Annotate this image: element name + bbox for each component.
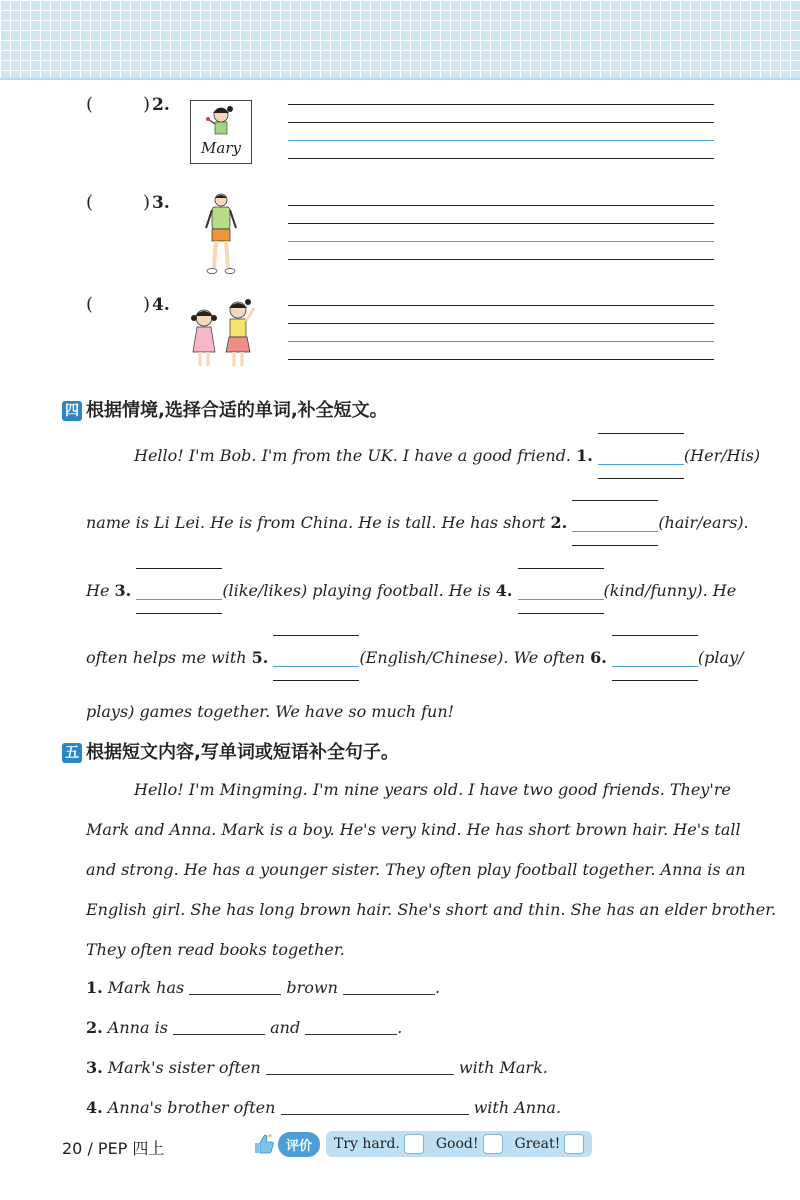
passage-line: Mark and Anna. Mark is a boy. He's very kind. He has short brown hair. He's tall (86, 820, 741, 839)
passage-line: Hello! I'm Mingming. I'm nine years old. I have two good friends. They're (134, 780, 731, 799)
passage-line (86, 648, 744, 667)
sentence-item-4 (86, 1098, 561, 1117)
sentence-item-3 (86, 1058, 548, 1077)
answer-line[interactable] (305, 1018, 397, 1035)
item-text: with Anna. (473, 1098, 562, 1117)
word-choice: (play/ (697, 648, 744, 667)
section-5-title (62, 738, 399, 764)
word-choice: (English/Chinese). We often (359, 648, 591, 667)
answer-paren-open: ( (86, 294, 94, 315)
item-text: and (270, 1018, 301, 1037)
word-choice: (Her/His) (683, 446, 761, 465)
blank-number: 2. (550, 513, 568, 532)
writing-lines (288, 104, 714, 160)
answer-line[interactable] (343, 978, 435, 995)
answer-line[interactable] (189, 978, 281, 995)
girl-icon (191, 101, 251, 141)
blank-number: 1. (576, 446, 593, 465)
item-number: 4. (86, 1098, 103, 1117)
passage-text: often helps me with (86, 648, 252, 667)
evaluation-label: 评价 (278, 1132, 320, 1157)
sentence-item-2 (86, 1018, 402, 1037)
answer-paren-close: ) (143, 294, 151, 315)
blank-number: 6. (590, 648, 607, 667)
item-text: . (397, 1018, 403, 1037)
word-choice: (kind/funny). He (603, 581, 737, 600)
blank-number: 5. (251, 648, 269, 667)
option-try-hard-label: Try hard. (334, 1136, 400, 1152)
sentence-item-1 (86, 978, 440, 997)
answer-line[interactable] (266, 1058, 454, 1075)
item-text: . (435, 978, 441, 997)
blank-number: 4. (495, 581, 513, 600)
section-5-badge: 五 (62, 743, 82, 763)
evaluation-options (326, 1131, 592, 1157)
passage-text: He (86, 581, 115, 600)
blank-number: 3. (114, 581, 132, 600)
header-grid-banner (0, 0, 800, 80)
passage-text: name is Li Lei. He is from China. He is tall. He has short (86, 513, 551, 532)
option-good-checkbox[interactable] (483, 1134, 503, 1154)
fill-blank-6[interactable] (612, 649, 698, 667)
question-number: 4. (152, 295, 170, 315)
fill-blank-2[interactable] (572, 514, 658, 532)
fill-blank-1[interactable] (598, 447, 684, 465)
answer-paren-open: ( (86, 94, 94, 115)
passage-line (134, 446, 760, 465)
two-girls-picture (186, 294, 258, 372)
passage-line: plays) games together. We have so much fun! (86, 702, 455, 721)
answer-paren-open: ( (86, 192, 94, 213)
writing-lines (288, 205, 714, 261)
item-text: Mark has (107, 978, 185, 997)
man-icon (200, 192, 242, 276)
section-4-title-text: 根据情境,选择合适的单词,补全短文。 (86, 400, 388, 421)
thumbs-up-icon (252, 1133, 276, 1155)
item-text: Anna is (107, 1018, 168, 1037)
answer-line[interactable] (281, 1098, 469, 1115)
writing-lines (288, 305, 714, 361)
fill-blank-4[interactable] (518, 582, 604, 600)
question-number: 2. (152, 95, 170, 115)
evaluation-bar (252, 1131, 592, 1157)
option-great-label: Great! (514, 1136, 561, 1152)
girls-icon (186, 294, 258, 372)
item-number: 3. (86, 1058, 103, 1077)
option-great-checkbox[interactable] (564, 1134, 584, 1154)
item-number: 2. (86, 1018, 103, 1037)
item-text: Anna's brother often (107, 1098, 276, 1117)
answer-paren-close: ) (143, 192, 151, 213)
option-good-label: Good! (435, 1136, 479, 1152)
passage-line (86, 513, 749, 532)
item-text: with Mark. (458, 1058, 548, 1077)
tall-man-picture (200, 192, 242, 276)
answer-paren-close: ) (143, 94, 151, 115)
section-5-title-text: 根据短文内容,写单词或短语补全句子。 (86, 742, 399, 763)
section-4-title (62, 396, 388, 422)
item-number: 1. (86, 978, 103, 997)
word-choice: (like/likes) playing football. He is (222, 581, 496, 600)
section-4-badge: 四 (62, 401, 82, 421)
passage-line: They often read books together. (86, 940, 345, 959)
passage-text: Hello! I'm Bob. I'm from the UK. I have a good friend. (134, 446, 577, 465)
fill-blank-5[interactable] (273, 649, 359, 667)
fill-blank-3[interactable] (136, 582, 222, 600)
option-try-hard-checkbox[interactable] (404, 1134, 424, 1154)
mary-label: Mary (201, 139, 241, 157)
word-choice: (hair/ears). (658, 513, 749, 532)
passage-line (86, 581, 736, 600)
item-text: Mark's sister often (107, 1058, 261, 1077)
girl-waving-picture (190, 100, 252, 164)
passage-line: English girl. She has long brown hair. She's short and thin. She has an elder brother. (86, 900, 777, 919)
answer-line[interactable] (173, 1018, 265, 1035)
item-text: brown (286, 978, 338, 997)
passage-line: and strong. He has a younger sister. They often play football together. Anna is an (86, 860, 746, 879)
question-number: 3. (152, 193, 170, 213)
page-number: 20 / PEP 四上 (62, 1139, 165, 1158)
